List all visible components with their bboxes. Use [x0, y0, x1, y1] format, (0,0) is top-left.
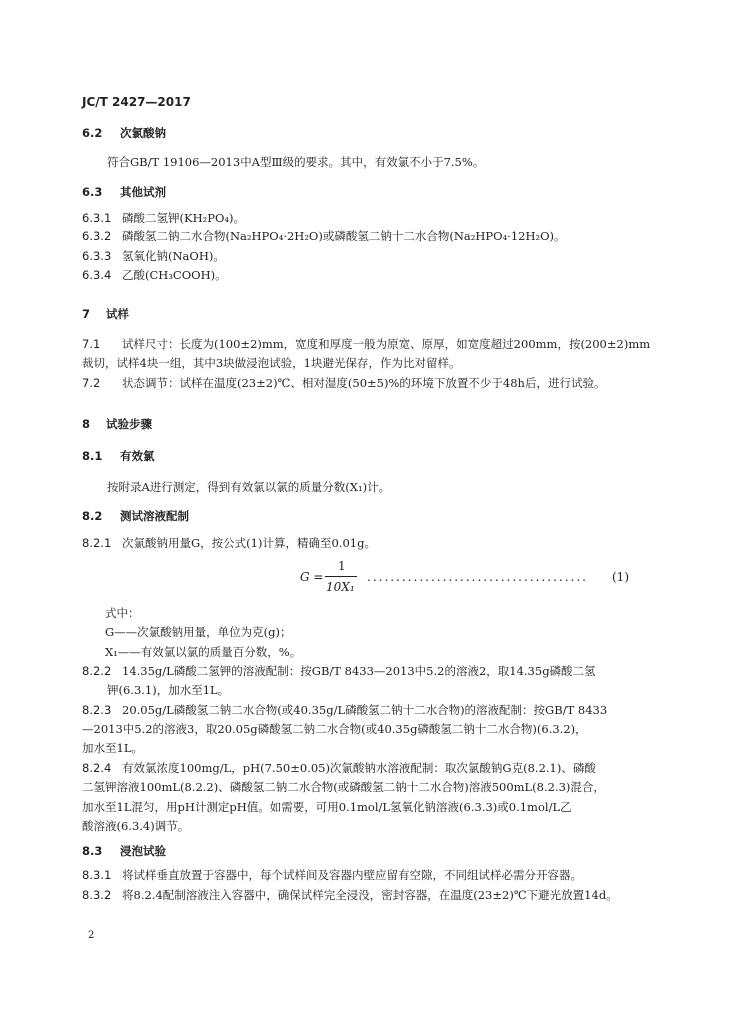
line-s824c — [82, 800, 572, 814]
line-s7 — [82, 307, 129, 321]
clause-number: 6.3.4 — [82, 268, 112, 282]
clause-text: —2013中5.2的溶液3，取20.05g磷酸氢二钠二水合物(或40.35g磷酸氢二钠十二水合物)(6.3.2)， — [82, 722, 587, 736]
line-s821 — [82, 536, 376, 550]
clause-text: 次氯酸钠 — [120, 126, 166, 140]
clause-text: 氢氧化钠(NaOH)。 — [122, 249, 225, 263]
formula-lhs: G = — [300, 570, 324, 584]
line-s824b — [82, 780, 605, 794]
clause-text: G——次氯酸钠用量，单位为克(g)； — [105, 625, 292, 639]
line-s632 — [82, 229, 566, 243]
clause-number: 6.3.3 — [82, 249, 112, 263]
clause-text: 浸泡试验 — [120, 844, 166, 858]
clause-number: 8.3 — [82, 844, 103, 858]
line-s824a — [82, 761, 596, 775]
formula-denominator: 10X₁ — [326, 580, 355, 594]
clause-number: 7.1 — [82, 337, 101, 351]
clause-text: 其他试剂 — [120, 185, 166, 199]
clause-number: 8.2 — [82, 509, 103, 523]
clause-text: 测试溶液配制 — [120, 509, 189, 523]
clause-text: 加水至1L。 — [82, 741, 143, 755]
line-s83 — [82, 844, 166, 858]
clause-text: 20.05g/L磷酸氢二钠二水合物(或40.35g/L磷酸氢二钠十二水合物)的溶液配制：按GB/T 8433 — [122, 703, 608, 717]
line-s71b — [82, 356, 460, 370]
line-defX — [105, 645, 301, 659]
clause-text: 次氯酸钠用量G，按公式(1)计算，精确至0.01g。 — [122, 536, 376, 550]
line-s72 — [82, 376, 605, 390]
clause-text: 裁切，试样4块一组，其中3块做浸泡试验，1块避光保存，作为比对留样。 — [82, 356, 461, 370]
line-s71a — [82, 337, 650, 351]
clause-number: 8.3.2 — [82, 888, 112, 902]
line-s832 — [82, 888, 618, 902]
formula-tag: (1) — [612, 570, 629, 584]
line-s633 — [82, 249, 225, 263]
clause-number: 7 — [82, 307, 91, 321]
line-s82 — [82, 509, 189, 523]
line-s824d — [82, 819, 189, 833]
clause-text: 将试样垂直放置于容器中，每个试样间及容器内壁应留有空隙，不同组试样必需分开容器。 — [122, 868, 582, 882]
line-s831 — [82, 868, 582, 882]
clause-text: 将8.2.4配制溶液注入容器中，确保试样完全浸没，密封容器，在温度(23±2)℃下避光放置14d。 — [122, 888, 618, 902]
clause-text: 酸溶液(6.3.4)调节。 — [82, 819, 190, 833]
clause-number: 8.2.2 — [82, 664, 112, 678]
line-s62 — [82, 126, 166, 140]
clause-text: 二氢钾溶液100mL(8.2.2)、磷酸氢二钠二水合物(或磷酸氢二钠十二水合物)溶液500mL(8.2.3)混合， — [82, 780, 605, 794]
clause-text: 加水至1L混匀，用pH计测定pH值。如需要，可用0.1mol/L氢氧化钠溶液(6.3.3)或0.1mol/L乙 — [82, 800, 572, 814]
clause-text: 磷酸二氢钾(KH₂PO₄)。 — [122, 211, 245, 225]
clause-number: 8.3.1 — [82, 868, 112, 882]
clause-text: 式中： — [105, 606, 140, 620]
clause-number: 6.3.1 — [82, 211, 112, 225]
formula-leader: ...................................... — [367, 570, 588, 584]
clause-number: 6.3.2 — [82, 229, 112, 243]
line-p81 — [107, 480, 390, 494]
clause-number: 8 — [82, 417, 91, 431]
clause-number: 7.2 — [82, 376, 101, 390]
clause-text: 乙酸(CH₃COOH)。 — [122, 268, 227, 282]
line-s823c — [82, 741, 143, 755]
clause-text: 有效氯浓度100mg/L，pH(7.50±0.05)次氯酸钠水溶液配制：取次氯酸钠G克(8.2.1)、磷酸 — [122, 761, 596, 775]
line-s631 — [82, 211, 245, 225]
clause-text: 试验步骤 — [106, 417, 152, 431]
line-s634 — [82, 268, 227, 282]
clause-number: 8.1 — [82, 449, 103, 463]
line-s822a — [82, 664, 596, 678]
line-where — [105, 606, 140, 620]
clause-text: 试样尺寸：长度为(100±2)mm，宽度和厚度一般为原宽、原厚，如宽度超过200mm，按(200±2)mm — [122, 337, 651, 351]
clause-number: 8.2.3 — [82, 703, 112, 717]
clause-number: 6.2 — [82, 126, 103, 140]
clause-text: 试样 — [106, 307, 129, 321]
line-s823b — [82, 722, 587, 736]
clause-number: 6.3 — [82, 185, 103, 199]
clause-text: 钾(6.3.1)，加水至1L。 — [107, 683, 230, 697]
line-p62 — [107, 155, 484, 169]
line-s8 — [82, 417, 152, 431]
clause-text: 14.35g/L磷酸二氢钾的溶液配制：按GB/T 8433—2013中5.2的溶液2，取14.35g磷酸二氢 — [122, 664, 596, 678]
line-s63 — [82, 185, 166, 199]
clause-number: 8.2.4 — [82, 761, 112, 775]
clause-number: 8.2.1 — [82, 536, 112, 550]
line-s822b — [107, 683, 229, 697]
formula-numerator: 1 — [338, 559, 346, 573]
clause-text: 磷酸氢二钠二水合物(Na₂HPO₄·2H₂O)或磷酸氢二钠十二水合物(Na₂HPO₄·12H₂O)。 — [122, 229, 566, 243]
line-s81 — [82, 449, 155, 463]
line-s823a — [82, 703, 607, 717]
line-defG — [105, 625, 292, 639]
clause-text: 有效氯 — [120, 449, 155, 463]
clause-text: X₁——有效氯以氯的质量百分数，%。 — [105, 645, 302, 659]
clause-text: 状态调节：试样在温度(23±2)℃、相对湿度(50±5)%的环境下放置不少于48h后，进行试验。 — [122, 376, 606, 390]
doc-header: JC/T 2427—2017 — [82, 95, 191, 109]
clause-text: 按附录A进行测定，得到有效氯以氯的质量分数(X₁)计。 — [107, 480, 391, 494]
clause-text: 符合GB/T 19106—2013中A型Ⅲ级的要求。其中，有效氯不小于7.5%。 — [107, 155, 485, 169]
page-number: 2 — [88, 930, 95, 941]
